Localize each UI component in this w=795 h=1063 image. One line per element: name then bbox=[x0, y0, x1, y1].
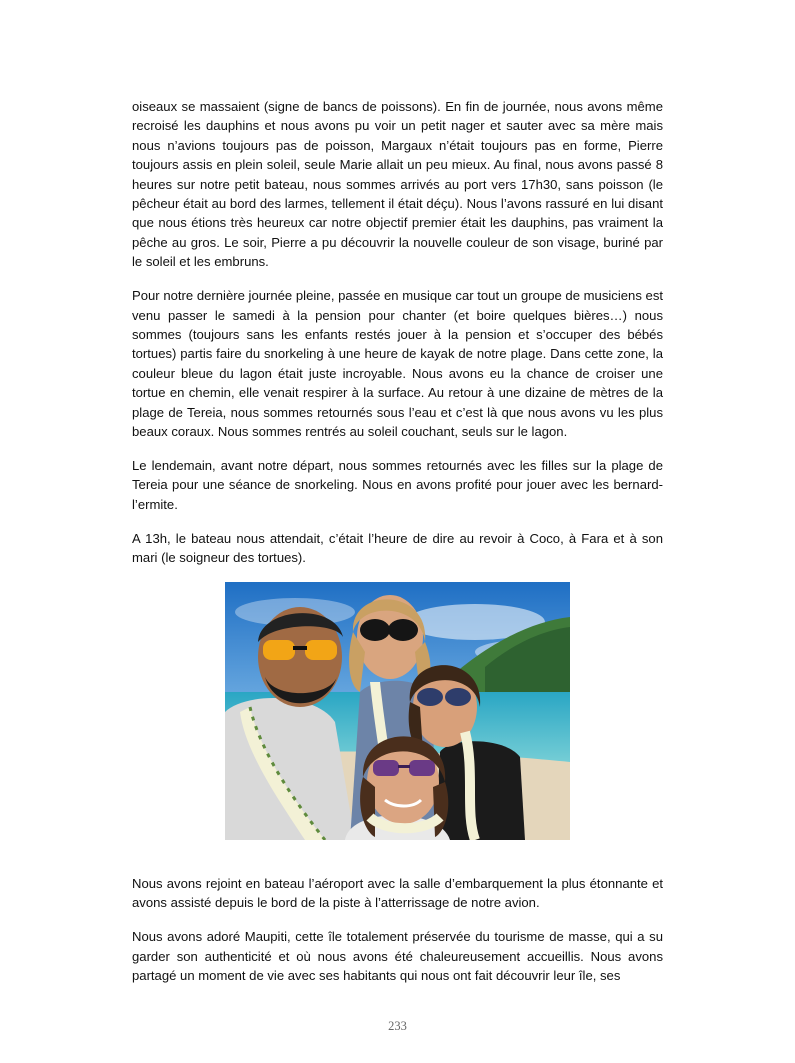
paragraph: Nous avons adoré Maupiti, cette île totalement préservée du tourisme de masse, qui a su garder son authenticité et où nous avons été chaleureusement accueillis. Nous avons partagé un moment de vie avec ses habitants qui nous ont fait découvrir leur île, ses bbox=[132, 929, 663, 984]
family-beach-photo bbox=[225, 582, 570, 840]
paragraph: Pour notre dernière journée pleine, passée en musique car tout un groupe de musiciens est venu passer le samedi à la pension pour chanter (et boire quelques bières…) nous sommes (toujours sans les enfants restés jouer à la pension et s’occuper des bébés tortues) partis faire du snorkeling à une heure de kayak de notre plage. Dans cette zone, la couleur bleue du lagon était juste incroyable. Nous avons eu la chance de croiser une tortue en chemin, elle venait respirer à la surface. Au retour à une dizaine de mètres de la plage de Tereia, nous sommes retournés sous l’eau et c’est là que nous avons vu les plus beaux coraux. Nous sommes rentrés au soleil couchant, seuls sur le lagon. bbox=[132, 288, 663, 439]
text-block-top bbox=[132, 97, 663, 567]
paragraph: A 13h, le bateau nous attendait, c’était l’heure de dire au revoir à Coco, à Fara et à son mari (le soigneur des tortues). bbox=[132, 530, 663, 566]
paragraph: Nous avons rejoint en bateau l’aéroport avec la salle d’embarquement la plus étonnante et avons assisté depuis le bord de la piste à l’atterrissage de notre avion. bbox=[132, 876, 663, 911]
page-number: 233 bbox=[388, 1019, 407, 1033]
text-block-bottom bbox=[132, 874, 663, 986]
paragraph: Le lendemain, avant notre départ, nous sommes retournés avec les filles sur la plage de Tereia pour une séance de snorkeling. Nous en avons profité pour jouer avec les bernard-l’ermite. bbox=[132, 457, 663, 512]
paragraph: oiseaux se massaient (signe de bancs de poissons). En fin de journée, nous avons même recroisé les dauphins et nous avons pu voir un petit nager et sauter avec sa mère mais nous n’avions toujours pas de poisson, Margaux n’était toujours pas en forme, Pierre toujours assis en plein soleil, seule Marie allait un peu mieux. Au final, nous avons passé 8 heures sur notre petit bateau, nous sommes arrivés au port vers 17h30, sans poisson (le pêcheur était au bord des larmes, tellement il était déçu). Nous l’avons rassuré en lui disant que nous étions très heureux car notre objectif premier était les dauphins, pas vraiment la pêche au gros. Le soir, Pierre a pu découvrir la nouvelle couleur de son visage, buriné par le soleil et les embruns. bbox=[132, 99, 663, 270]
